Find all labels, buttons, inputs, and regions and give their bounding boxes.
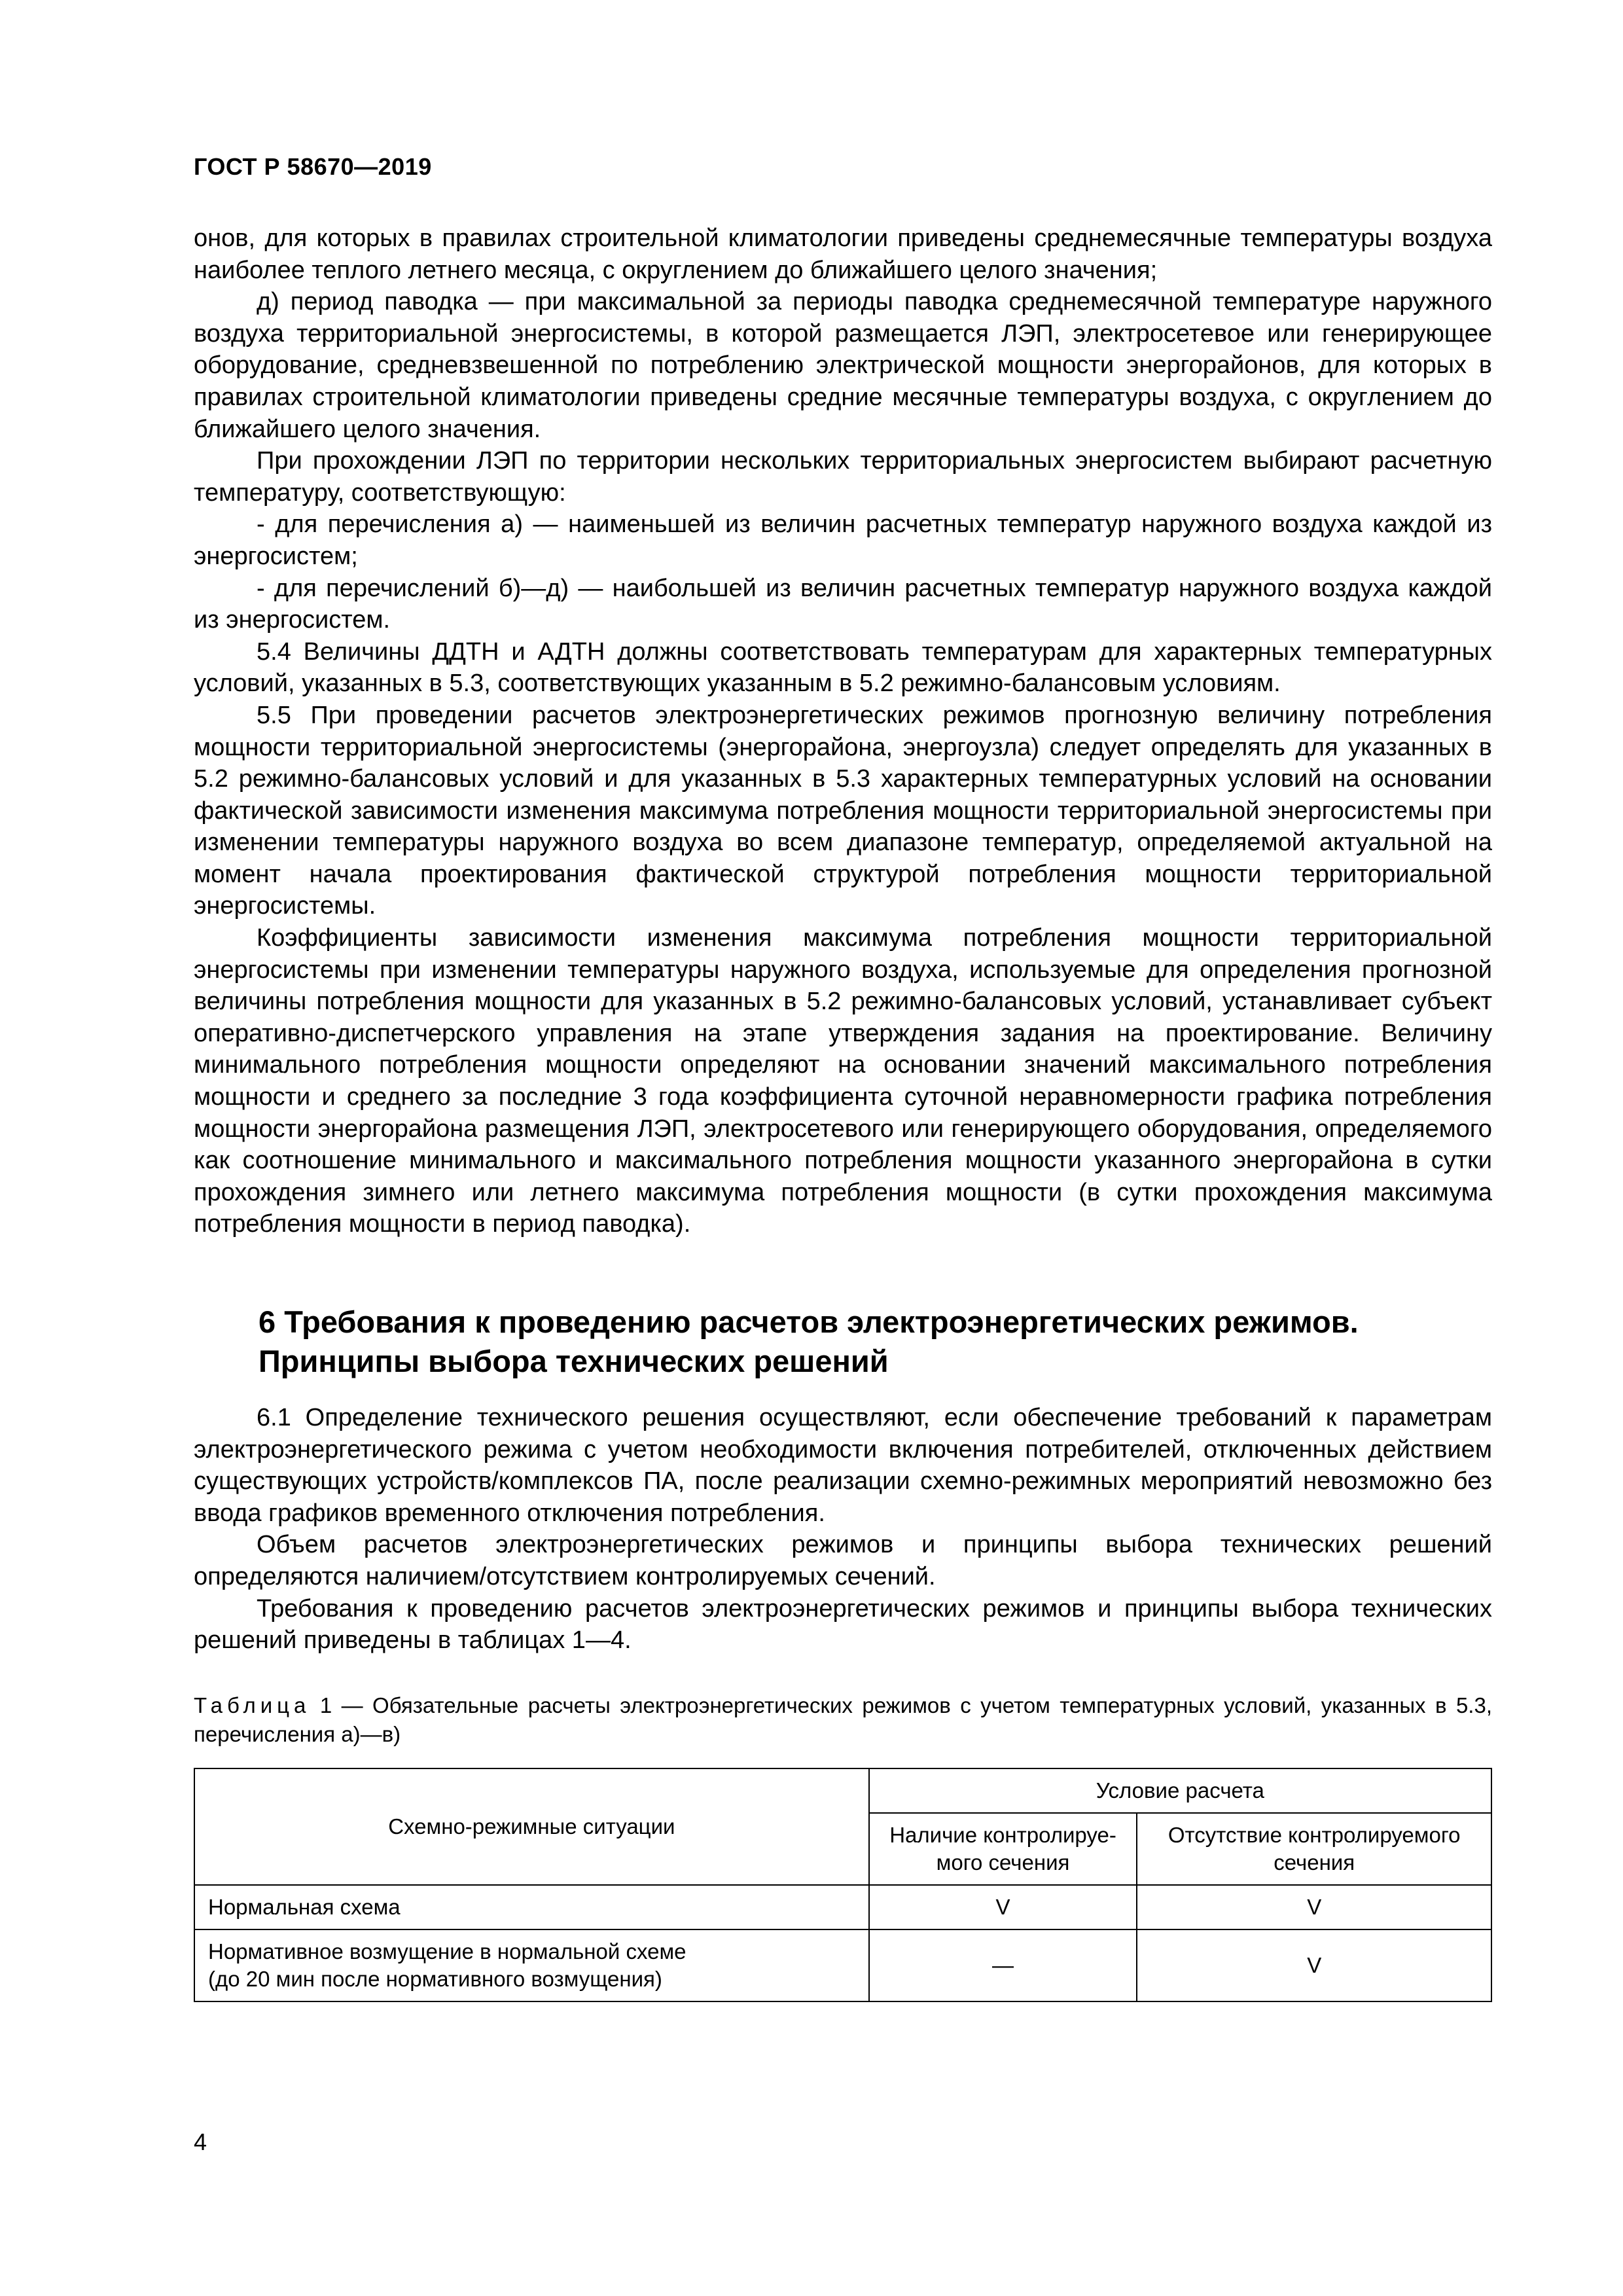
section-heading-line: 6 Требования к проведению расчетов электроэнергетических режимов. xyxy=(259,1304,1359,1339)
cell-with-section: V xyxy=(869,1885,1137,1929)
cell-situation xyxy=(194,1929,869,2001)
table-row xyxy=(194,1929,1491,2001)
header-line: Наличие контролируе- xyxy=(889,1823,1116,1847)
header-line: сечения xyxy=(1274,1850,1355,1874)
table-caption xyxy=(194,1691,1492,1749)
cell-without-section: V xyxy=(1137,1929,1491,2001)
section-heading xyxy=(259,1302,1502,1381)
cell-line: Нормативное возмущение в нормальной схеме xyxy=(208,1939,687,1964)
header-condition: Условие расчета xyxy=(869,1768,1491,1813)
table-row xyxy=(194,1885,1491,1929)
body-text-block-1 xyxy=(194,223,1492,1240)
paragraph: - для перечисления а) — наименьшей из величин расчетных температур наружного воздуха каждой из энергосистем; xyxy=(194,511,1492,570)
cell-situation: Нормальная схема xyxy=(194,1885,869,1929)
document-code-header: ГОСТ Р 58670—2019 xyxy=(194,153,432,180)
cell-line: (до 20 мин после нормативного возмущения) xyxy=(208,1967,662,1991)
header-without-section xyxy=(1137,1813,1491,1885)
table-caption-label: Таблица xyxy=(194,1693,311,1717)
paragraph: Коэффициенты зависимости изменения максимума потребления мощности территориальной энергосистемы при изменении температуры наружного воздуха, используемые для определения прогнозной величины потребления мощности для указанных в 5.2 режимно-балансовых условий, устанавливает субъект оперативно-диспетчерского управления на этапе утверждения задания на проектирование. Величину минимального потребления мощности определяют на основании значений максимального потребления мощности и среднего за последние 3 года коэффициента суточной неравномерности графика потребления мощности энергорайона размещения ЛЭП, электросетевого или генерирующего оборудования, определяемого как соотношение минимального и максимального потребления мощности указанного энергорайона в сутки прохождения зимнего или летнего максимума потребления мощности (в сутки прохождения максимума потребления мощности в период паводка). xyxy=(194,924,1492,1238)
cell-without-section: V xyxy=(1137,1885,1491,1929)
paragraph: 5.4 Величины ДДТН и АДТН должны соответствовать температурам для характерных температурных условий, указанных в 5.3, соответствующих указанным в 5.2 режимно-балансовым условиям. xyxy=(194,637,1492,698)
header-situations: Схемно-режимные ситуации xyxy=(194,1768,869,1885)
paragraph: 5.5 При проведении расчетов электроэнергетических режимов прогнозную величину потребления мощности территориальной энергосистемы (энергорайона, энергоузла) следует определять для указанных в 5.2 режимно-балансовых условий и для указанных в 5.3 характерных температурных условий на основании фактической зависимости изменения максимума потребления мощности территориальной энергосистемы при изменении температуры наружного воздуха во всем диапазоне температур, определяемой актуальной на момент начала проектирования фактической структурой потребления мощности территориальной энергосистемы. xyxy=(194,701,1492,920)
paragraph: д) период паводка — при максимальной за периоды паводка среднемесячной температуре наружного воздуха территориальной энергосистемы, в которой размещается ЛЭП, электросетевое или генерирующее оборудование, средневзвешенной по потреблению электрической мощности энергорайонов, для которых в правилах строительной климатологии приведены средние месячные температуры воздуха, с округлением до ближайшего целого значения. xyxy=(194,288,1492,443)
page-number: 4 xyxy=(194,2128,207,2155)
paragraph: Требования к проведению расчетов электроэнергетических режимов и принципы выбора технических решений приведены в таблицах 1—4. xyxy=(194,1594,1492,1655)
paragraph: 6.1 Определение технического решения осуществляют, если обеспечение требований к параметрам электроэнергетического режима с учетом необходимости включения потребителей, отключенных действием существующих устройств/комплексов ПА, после реализации схемно-режимных мероприятий невозможно без ввода графиков временного отключения потребления. xyxy=(194,1404,1492,1527)
cell-with-section: — xyxy=(869,1929,1137,2001)
header-with-section xyxy=(869,1813,1137,1885)
requirements-table xyxy=(194,1768,1492,2002)
section-heading-line: Принципы выбора технических решений xyxy=(259,1344,889,1378)
body-text-block-2 xyxy=(194,1402,1492,1657)
header-line: Отсутствие контролируемого xyxy=(1168,1823,1461,1847)
paragraph: - для перечислений б)—д) — наибольшей из величин расчетных температур наружного воздуха каждой из энергосистем. xyxy=(194,574,1492,634)
paragraph: При прохождении ЛЭП по территории нескольких территориальных энергосистем выбирают расчетную температуру, соответствующую: xyxy=(194,447,1492,507)
paragraph: Объем расчетов электроэнергетических режимов и принципы выбора технических решений определяются наличием/отсутствием контролируемых сечений. xyxy=(194,1531,1492,1590)
header-line: мого сечения xyxy=(936,1850,1070,1874)
table-caption-text: 1 — Обязательные расчеты электроэнергетических режимов с учетом температурных условий, указанных в 5.3, перечисления а)—в) xyxy=(194,1693,1492,1746)
paragraph: онов, для которых в правилах строительной климатологии приведены среднемесячные температуры воздуха наиболее теплого летнего месяца, с округлением до ближайшего целого значения; xyxy=(194,224,1492,284)
